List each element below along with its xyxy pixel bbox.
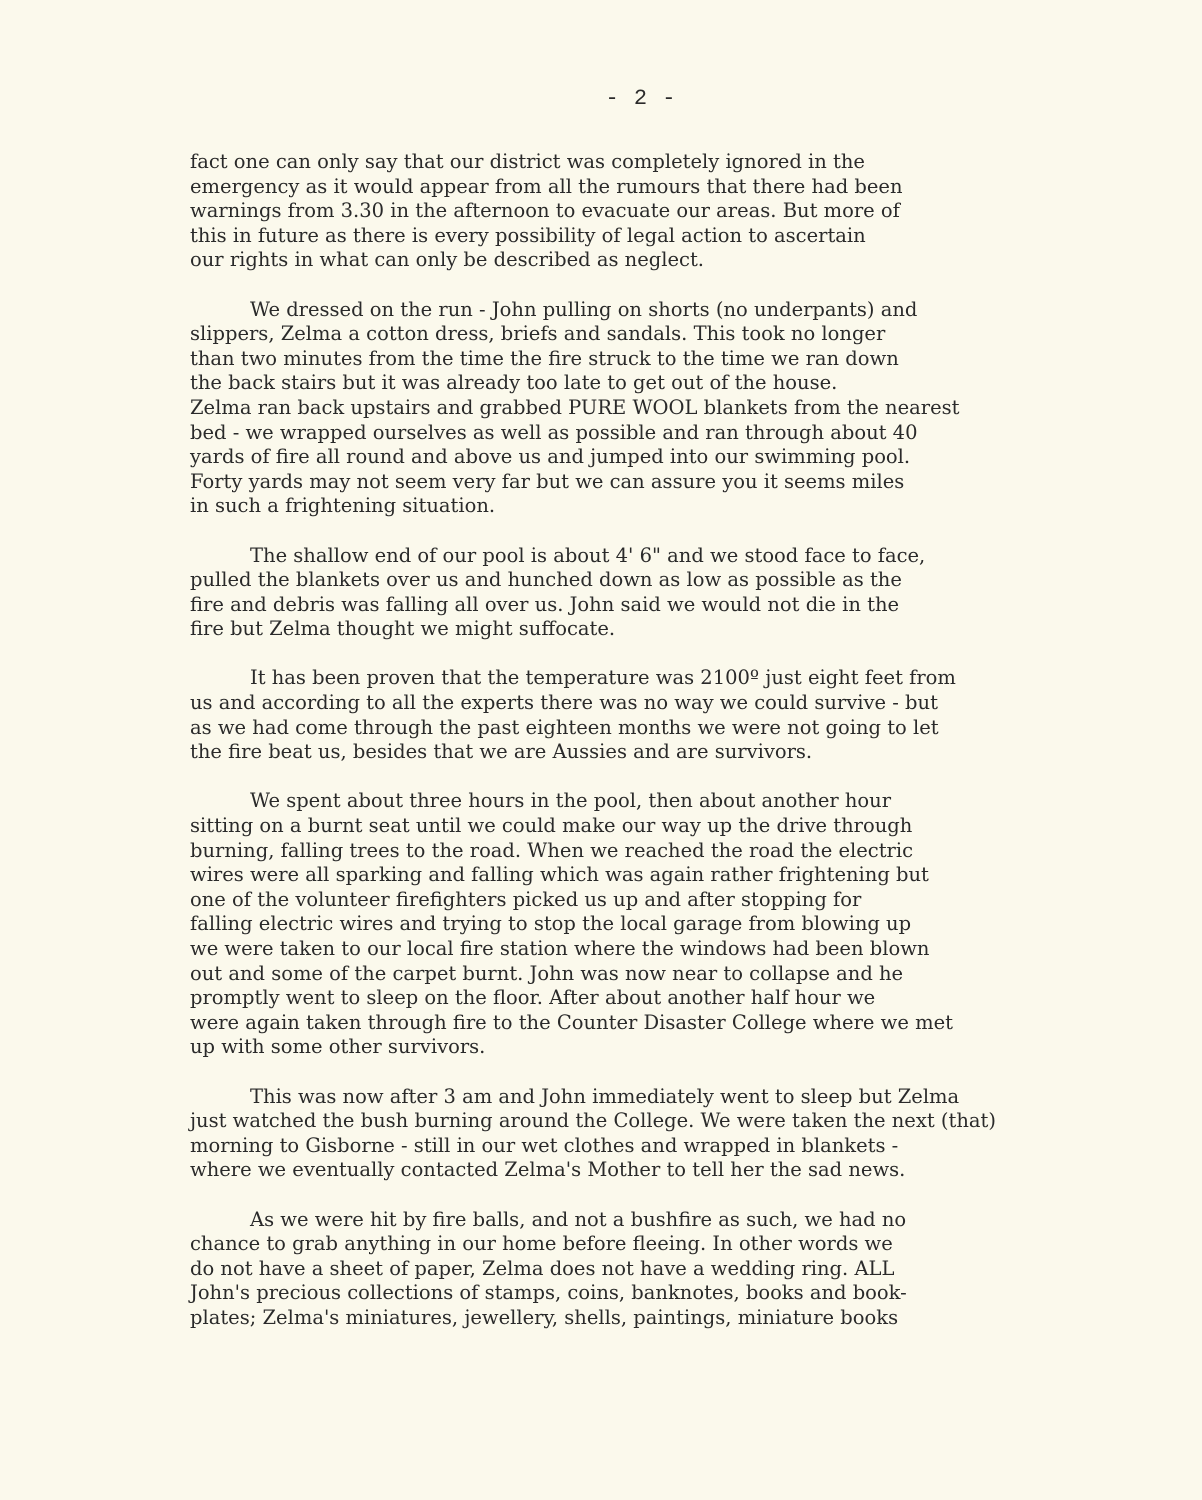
text-line: We spent about three hours in the pool, then about another hour — [250, 789, 892, 813]
text-line: wires were all sparking and falling which was again rather frightening but — [190, 863, 929, 887]
text-line: pulled the blankets over us and hunched down as low as possible as the — [190, 568, 902, 592]
text-line: chance to grab anything in our home before fleeing. In other words we — [190, 1232, 893, 1256]
paragraph — [190, 666, 1180, 764]
text-line: in such a frightening situation. — [190, 494, 496, 518]
text-line: We dressed on the run - John pulling on shorts (no underpants) and — [250, 297, 918, 321]
text-line: fire but Zelma thought we might suffocate. — [190, 617, 616, 641]
text-line: Forty yards may not seem very far but we can assure you it seems miles — [190, 469, 905, 493]
text-line: Zelma ran back upstairs and grabbed PURE WOOL blankets from the nearest — [190, 395, 960, 419]
paragraph — [190, 298, 1180, 519]
body-text — [190, 150, 1180, 1355]
text-line: one of the volunteer firefighters picked us up and after stopping for — [190, 887, 862, 911]
text-line: we were taken to our local fire station where the windows had been blown — [190, 937, 930, 960]
text-line: as we had come through the past eighteen months we were not going to let — [190, 715, 939, 739]
text-line: bed - we wrapped ourselves as well as possible and ran through about 40 — [190, 420, 918, 444]
text-line: fire and debris was falling all over us. John said we would not die in the — [190, 592, 900, 616]
text-line: this in future as there is every possibility of legal action to ascertain — [190, 223, 866, 247]
text-line: morning to Gisborne - still in our wet clothes and wrapped in blankets - — [190, 1133, 899, 1157]
paragraph — [190, 544, 1180, 642]
text-line: the back stairs but it was already too late to get out of the house. — [190, 371, 838, 395]
text-line: just watched the bush burning around the College. We were taken the next (that) — [190, 1109, 996, 1133]
paragraph — [190, 150, 1180, 273]
text-line: than two minutes from the time the fire struck to the time we ran down — [190, 346, 899, 370]
text-line: do not have a sheet of paper, Zelma does not have a wedding ring. ALL — [190, 1256, 895, 1280]
text-line: emergency as it would appear from all the rumours that there had been — [190, 174, 903, 198]
text-line: were again taken through fire to the Counter Disaster College where we met — [190, 1010, 953, 1034]
page-number: - 2 - — [605, 86, 677, 111]
text-line: sitting on a burnt seat until we could make our way up the drive through — [190, 814, 913, 838]
text-line: As we were hit by fire balls, and not a bushfire as such, we had no — [250, 1207, 907, 1231]
text-line: warnings from 3.30 in the afternoon to evacuate our areas. But more of — [190, 199, 900, 223]
text-line: our rights in what can only be described as neglect. — [190, 248, 704, 272]
text-line: John's precious collections of stamps, coins, banknotes, books and book- — [190, 1281, 907, 1305]
text-line: out and some of the carpet burnt. John was now near to collapse and he — [190, 961, 904, 985]
text-line: yards of fire all round and above us and jumped into our swimming pool. — [190, 445, 911, 469]
text-line: This was now after 3 am and John immediately went to sleep but Zelma — [250, 1084, 960, 1108]
text-line: It has been proven that the temperature was 2100º just eight feet from — [250, 666, 956, 690]
text-line: plates; Zelma's miniatures, jewellery, shells, paintings, miniature books — [190, 1305, 899, 1329]
text-line: where we eventually contacted Zelma's Mother to tell her the sad news. — [190, 1158, 906, 1182]
text-line: falling electric wires and trying to stop the local garage from blowing up — [190, 912, 912, 936]
text-line: burning, falling trees to the road. When we reached the road the electric — [190, 838, 914, 862]
text-line: promptly went to sleep on the floor. After about another half hour we — [190, 986, 876, 1010]
text-line: fact one can only say that our district was completely ignored in the — [190, 150, 865, 173]
paragraph — [190, 1085, 1180, 1183]
text-line: up with some other survivors. — [190, 1035, 486, 1059]
text-line: the fire beat us, besides that we are Aussies and are survivors. — [190, 740, 813, 764]
text-line: us and according to all the experts there was no way we could survive - but — [190, 691, 938, 715]
paragraph — [190, 1208, 1180, 1331]
paragraph — [190, 789, 1180, 1060]
text-line: The shallow end of our pool is about 4' 6" and we stood face to face, — [250, 543, 926, 567]
text-line: slippers, Zelma a cotton dress, briefs and sandals. This took no longer — [190, 322, 886, 346]
